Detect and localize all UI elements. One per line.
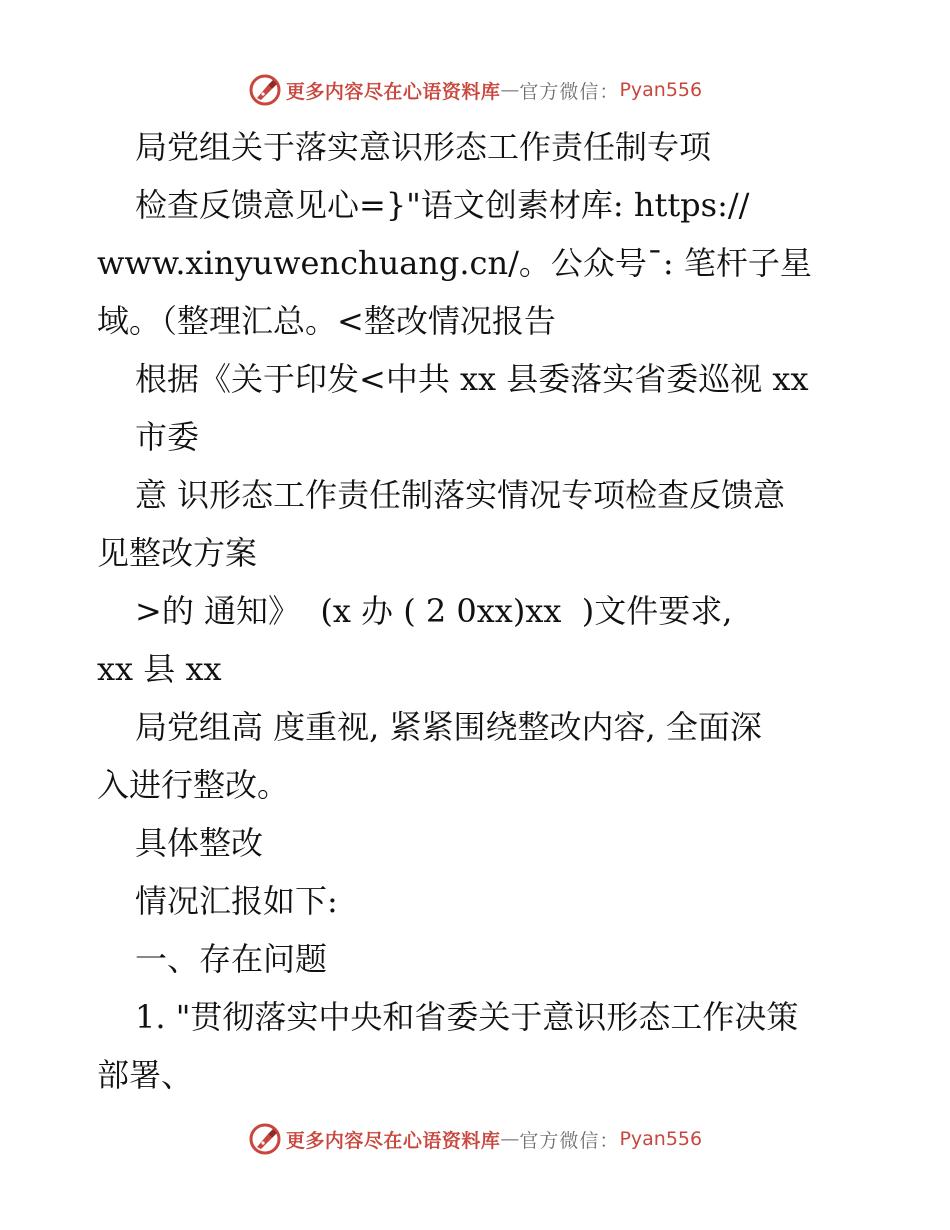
banner-slogan: 更多内容尽在心语资料库 — [285, 1129, 501, 1152]
banner-wechat-id: Pyan556 — [619, 1128, 703, 1150]
document-line: 部署、 — [97, 1056, 194, 1094]
document-line: 情况汇报如下: — [135, 882, 338, 920]
banner-wechat-label: 官方微信： — [519, 80, 620, 103]
document-line: 1. "贯彻落实中央和省委关于意识形态工作决策 — [135, 998, 799, 1036]
document-line: 意 识形态工作责任制落实情况专项检查反馈意 — [135, 476, 786, 514]
footer-banner — [0, 1119, 950, 1159]
pen-nib-logo-icon — [248, 73, 282, 107]
document-line: 检查反馈意见心=}"语文创素材库: https:// — [135, 186, 750, 224]
document-line: 局党组关于落实意识形态工作责任制专项 — [135, 128, 712, 166]
document-line: >的 通知》 (x 办 ( 2 0xx)xx )文件要求, — [135, 592, 733, 630]
pen-nib-logo-icon — [248, 1122, 282, 1156]
header-banner — [0, 70, 950, 110]
document-line: xx 县 xx — [97, 650, 222, 688]
banner-separator: — — [500, 1128, 520, 1150]
document-body — [97, 118, 867, 1104]
document-line: 见整改方案 — [97, 534, 258, 572]
banner-wechat-id: Pyan556 — [619, 79, 703, 101]
document-line: www.xinyuwenchuang.cn/。公众号¯: 笔杆子星 — [97, 244, 812, 282]
document-line: 局党组高 度重视, 紧紧围绕整改内容, 全面深 — [135, 708, 762, 746]
banner-separator: — — [500, 79, 520, 101]
document-line: 具体整改 — [135, 824, 264, 862]
document-line: 一、存在问题 — [135, 940, 328, 978]
document-line: 入进行整改。 — [97, 766, 290, 804]
document-line: 根据《关于印发<中共 xx 县委落实省委巡视 xx — [135, 360, 809, 398]
document-line: 域。（整理汇总。<整改情况报告 — [97, 302, 556, 340]
banner-wechat-label: 官方微信： — [519, 1129, 620, 1152]
document-line: 市委 — [135, 418, 200, 456]
banner-slogan: 更多内容尽在心语资料库 — [285, 80, 501, 103]
